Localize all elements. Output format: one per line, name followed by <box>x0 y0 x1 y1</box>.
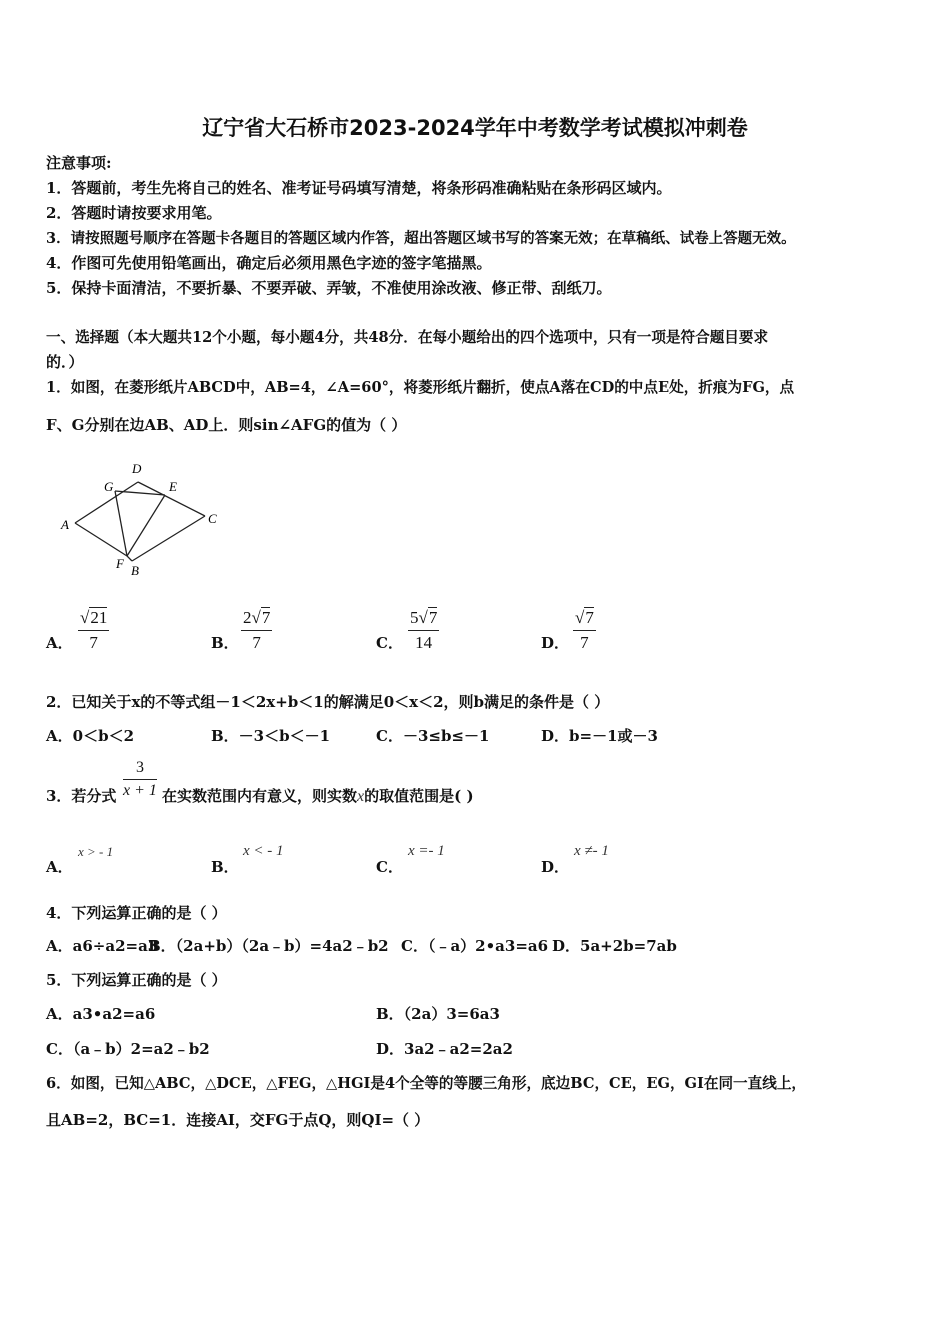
label-c: C <box>208 511 217 526</box>
option: A．0＜b＜2 <box>46 727 135 745</box>
edge-cb <box>132 516 205 561</box>
option: D．b=－1或－3 <box>541 727 658 745</box>
option-label: C． <box>376 858 403 876</box>
question-6-stem: 6．如图，已知△ABC，△DCE，△FEG，△HGI是4个全等的等腰三角形，底边BC，CE，EG，GI在同一直线上， <box>46 1075 807 1092</box>
notice-item: 2．答题时请按要求用笔。 <box>46 204 222 222</box>
edge-fb <box>127 556 132 561</box>
question-2-stem: 2．已知关于x的不等式组－1＜2x+b＜1的解满足0＜x＜2，则b满足的条件是（ ） <box>46 693 610 711</box>
option-expr: x > - 1 <box>78 844 114 859</box>
question-3-stem-pre: 3．若分式 <box>46 787 117 805</box>
label-a: A <box>61 517 69 532</box>
notice-heading: 注意事项: <box>46 154 112 172</box>
option-expr: x < - 1 <box>243 843 284 859</box>
fraction-option-a: $\frac{√21}{7}$ <box>80 608 108 652</box>
question-5-stem: 5．下列运算正确的是（ ） <box>46 971 227 989</box>
fraction-3-over-x-plus-1: $\frac{3}{x + 1}$ <box>123 759 157 799</box>
option-label: A． <box>46 634 73 652</box>
option: B．－3＜b＜－1 <box>211 727 331 745</box>
label-d: D <box>132 461 142 476</box>
edge-af <box>75 523 127 556</box>
option-label: B． <box>211 858 239 876</box>
option: B．（2a）3=6a3 <box>376 1005 500 1023</box>
option-label: D． <box>541 634 570 652</box>
section-heading-cont: 的．） <box>46 353 84 371</box>
fraction-option-b: $\frac{2√7}{7}$ <box>243 608 271 652</box>
question-4-stem: 4．下列运算正确的是（ ） <box>46 904 227 922</box>
notice-item: 4．作图可先使用铅笔画出，确定后必须用黑色字迹的签字笔描黑。 <box>46 254 492 272</box>
option: C．（a﹣b）2=a2﹣b2 <box>46 1040 210 1058</box>
option: A．a3•a2=a6 <box>46 1005 156 1023</box>
option: B．（2a+b）（2a﹣b）=4a2﹣b2 <box>148 937 389 955</box>
label-e: E <box>169 479 177 494</box>
option: C．（﹣a）2•a3=a6 <box>401 937 549 955</box>
option: C．－3≤b≤－1 <box>376 727 490 745</box>
edge-ef <box>127 495 165 556</box>
option-label: D． <box>541 858 570 876</box>
notice-item: 1．答题前，考生先将自己的姓名、准考证号码填写清楚，将条形码准确粘贴在条形码区域内。 <box>46 179 672 197</box>
fold-gf <box>115 491 127 556</box>
option: A．a6÷a2=a3 <box>46 937 159 955</box>
question-3-stem-post: 在实数范围内有意义，则实数x的取值范围是( ) <box>162 787 474 805</box>
option-label: C． <box>376 634 403 652</box>
option: D．3a2﹣a2=2a2 <box>376 1040 513 1058</box>
label-b: B <box>131 563 139 578</box>
option-label: B． <box>211 634 239 652</box>
label-g: G <box>104 479 114 494</box>
question-1-stem: 1．如图，在菱形纸片ABCD中，AB=4，∠A=60°，将菱形纸片翻折，使点A落在CD的中点E处，折痕为FG，点 <box>46 379 795 396</box>
page-title: 辽宁省大石桥市2023-2024学年中考数学考试模拟冲刺卷 <box>202 116 748 140</box>
notice-item: 5．保持卡面清洁，不要折暴、不要弄破、弄皱，不准使用涂改液、修正带、刮纸刀。 <box>46 279 612 297</box>
rhombus-figure <box>55 455 225 580</box>
notice-item: 3．请按照题号顺序在答题卡各题目的答题区域内作答，超出答题区域书写的答案无效；在草稿纸、试卷上答题无效。 <box>46 230 796 247</box>
question-6-stem-cont: 且AB=2，BC=1．连接AI，交FG于点Q，则QI=（ ） <box>46 1111 430 1129</box>
option: D．5a+2b=7ab <box>552 937 677 955</box>
option-expr: x ≠- 1 <box>574 843 609 859</box>
option-label: A． <box>46 858 73 876</box>
question-1-stem-cont: F、G分别在边AB、AD上．则sin∠AFG的值为（ ） <box>46 416 407 434</box>
section-heading: 一、选择题（本大题共12个小题，每小题4分，共48分．在每小题给出的四个选项中，只有一项是符合题目要求 <box>46 329 769 346</box>
option-expr: x =- 1 <box>408 843 445 859</box>
label-f: F <box>116 556 124 571</box>
fraction-option-d: $\frac{√7}{7}$ <box>575 608 594 652</box>
fraction-option-c: $\frac{5√7}{14}$ <box>410 608 438 652</box>
